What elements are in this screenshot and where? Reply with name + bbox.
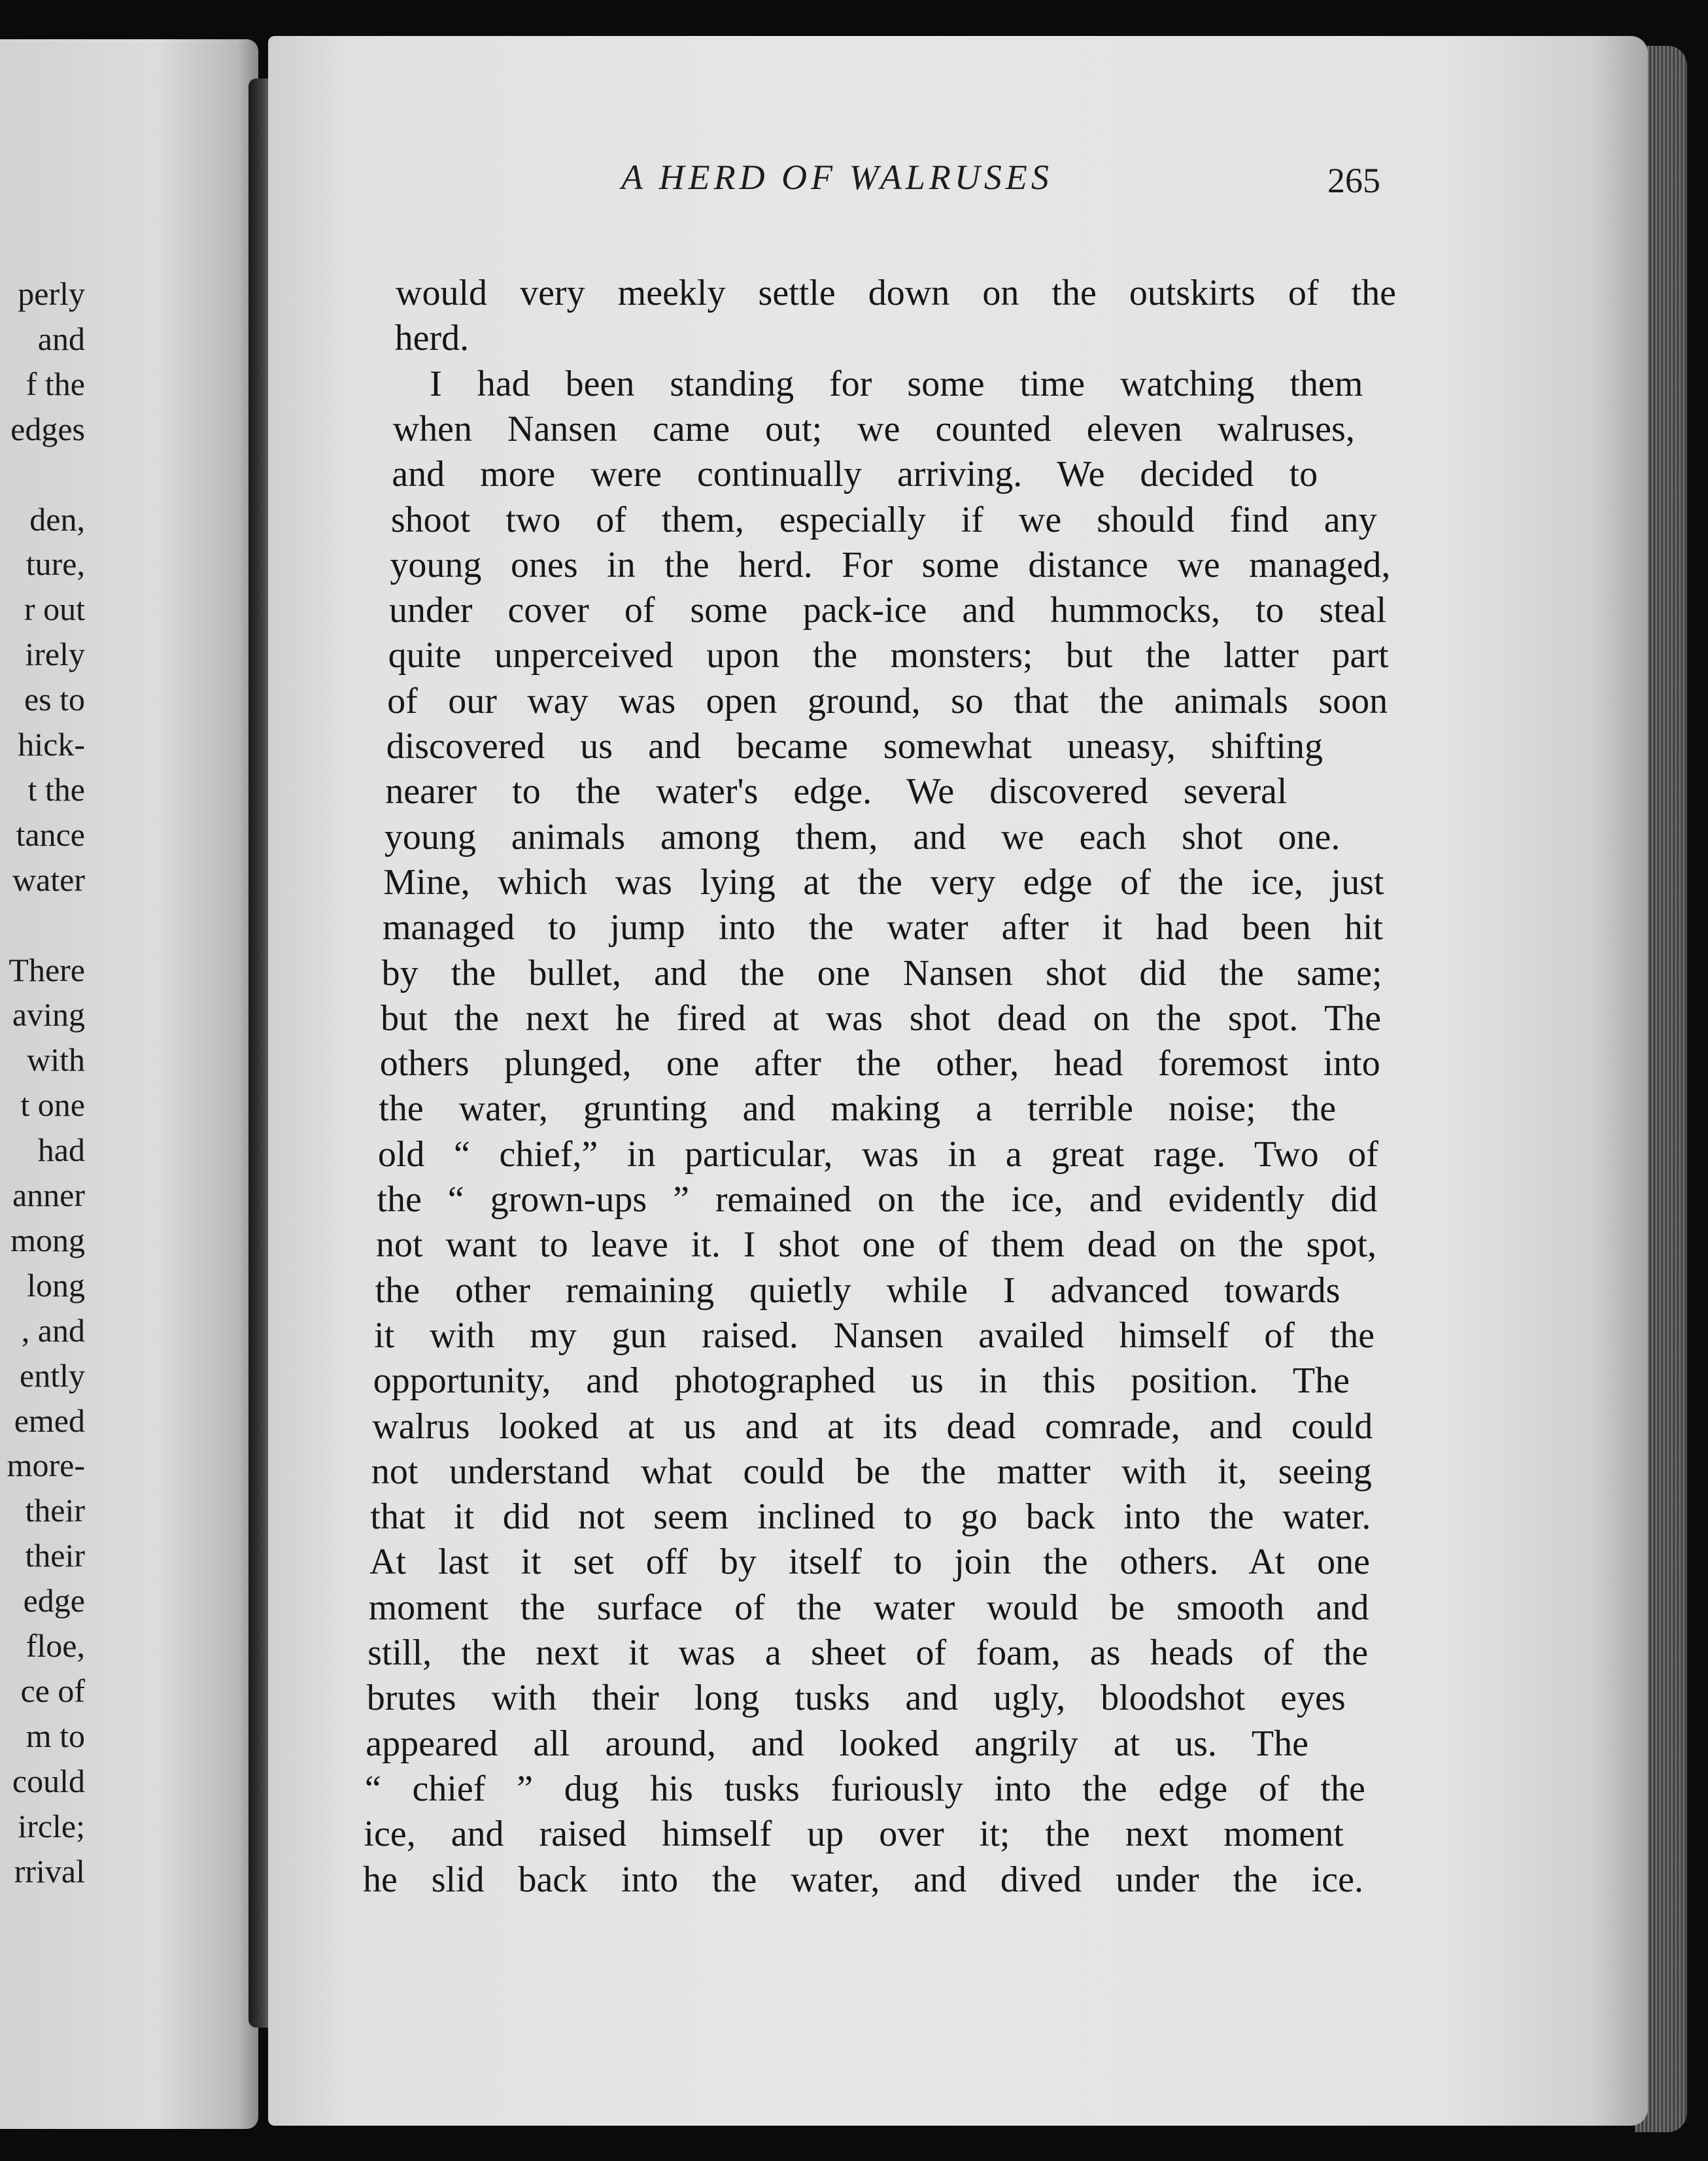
left-page-line: hick- xyxy=(18,726,85,763)
body-line: the other remaining quietly while I advanced towards xyxy=(375,1270,1341,1311)
body-line: moment the surface of the water would be smooth and xyxy=(368,1587,1369,1628)
body-line: old “ chief,” in particular, was in a great rage. Two of xyxy=(377,1133,1378,1175)
left-page-line: f the xyxy=(26,365,85,402)
left-page-line: m to xyxy=(26,1717,85,1754)
left-page-line: , and xyxy=(21,1311,85,1349)
left-page-line: with xyxy=(27,1041,85,1079)
body-line: shoot two of them, especially if we should find any xyxy=(390,499,1377,540)
left-page-line: their xyxy=(25,1492,85,1529)
left-page-line: edge xyxy=(23,1582,85,1619)
body-line: when Nansen came out; we counted eleven walruses, xyxy=(392,408,1355,449)
body-line: walrus looked at us and at its dead comrade, and could xyxy=(372,1406,1373,1447)
left-page-line: more- xyxy=(7,1447,85,1484)
body-line: nearer to the water's edge. We discovered several xyxy=(385,771,1288,812)
body-line: At last it set off by itself to join the others. At one xyxy=(369,1542,1370,1583)
left-page-line: irely xyxy=(25,636,85,673)
body-line: Mine, which was lying at the very edge of the ice, just xyxy=(383,861,1384,903)
body-line: herd. xyxy=(394,318,470,359)
left-page-line: den, xyxy=(29,500,85,538)
left-page-line: ture, xyxy=(26,545,85,583)
left-page-line: perly xyxy=(18,275,85,312)
left-page-line: ircle; xyxy=(18,1807,85,1844)
body-line: “ chief ” dug his tusks furiously into the edge of the xyxy=(364,1768,1365,1809)
running-head: A HERD OF WALRUSES xyxy=(621,158,1053,197)
body-line: discovered us and became somewhat uneasy, shifting xyxy=(386,726,1323,767)
body-line: others plunged, one after the other, head foremost into xyxy=(379,1043,1380,1084)
body-line: ice, and raised himself up over it; the next moment xyxy=(364,1814,1344,1855)
body-line: the “ grown-ups ” remained on the ice, and evidently did xyxy=(377,1179,1378,1220)
body-line: managed to jump into the water after it had been hit xyxy=(383,907,1383,948)
body-line: and more were continually arriving. We decided to xyxy=(392,454,1318,495)
left-page-line: r out xyxy=(24,591,85,628)
left-page-line: rrival xyxy=(14,1852,85,1890)
body-line: but the next he fired at was shot dead on the spot. The xyxy=(381,997,1382,1039)
body-line: young animals among them, and we each shot one. xyxy=(384,816,1341,857)
body-line: by the bullet, and the one Nansen shot did the same; xyxy=(381,952,1382,994)
left-page-line: tance xyxy=(16,816,85,853)
body-line: opportunity, and photographed us in this position. The xyxy=(373,1360,1350,1402)
body-line: not want to leave it. I shot one of them dead on the spot, xyxy=(376,1224,1376,1266)
body-line: young ones in the herd. For some distance we managed, xyxy=(390,544,1391,585)
body-line: it with my gun raised. Nansen availed himself of the xyxy=(374,1315,1375,1356)
left-page-line: ce of xyxy=(20,1672,85,1709)
left-page-line: mong xyxy=(10,1221,85,1258)
left-page-line: water xyxy=(12,861,85,898)
body-line: that it did not seem inclined to go back into the water. xyxy=(370,1496,1371,1538)
left-page-line: and xyxy=(37,320,85,357)
left-page-line: There xyxy=(9,951,85,988)
left-page xyxy=(0,39,258,2129)
left-page-line: their xyxy=(25,1537,85,1574)
left-page-line: t the xyxy=(27,770,85,808)
body-line: quite unperceived upon the monsters; but the latter part xyxy=(388,635,1389,676)
page-number: 265 xyxy=(1327,161,1380,200)
body-text xyxy=(268,36,1648,2126)
body-line: appeared all around, and looked angrily at us. The xyxy=(366,1723,1308,1764)
body-line: of our way was open ground, so that the animals soon xyxy=(387,680,1388,721)
left-page-line: emed xyxy=(14,1402,85,1439)
body-line: brutes with their long tusks and ugly, bloodshot eyes xyxy=(366,1678,1346,1719)
left-page-line: t one xyxy=(20,1086,85,1124)
left-page-line: floe, xyxy=(26,1627,85,1664)
left-page-line: es to xyxy=(24,681,85,718)
body-line: I had been standing for some time watching them xyxy=(430,363,1363,404)
body-line: would very meekly settle down on the outskirts of the xyxy=(396,273,1396,313)
right-page xyxy=(268,36,1648,2126)
left-page-line: long xyxy=(27,1266,85,1304)
left-page-line: aving xyxy=(12,996,85,1033)
body-line: he slid back into the water, and dived under the ice. xyxy=(363,1859,1363,1900)
left-page-line: anner xyxy=(12,1177,85,1213)
body-line: the water, grunting and making a terrible noise; the xyxy=(379,1088,1337,1130)
left-page-line: edges xyxy=(10,410,85,447)
body-line: under cover of some pack-ice and hummocks, to steal xyxy=(389,590,1387,631)
body-line: still, the next it was a sheet of foam, as heads of the xyxy=(367,1633,1369,1673)
left-page-line: ently xyxy=(20,1357,85,1394)
left-page-line: could xyxy=(12,1762,85,1799)
body-line: not understand what could be the matter with it, seeing xyxy=(371,1451,1372,1492)
left-page-line: had xyxy=(37,1132,85,1169)
